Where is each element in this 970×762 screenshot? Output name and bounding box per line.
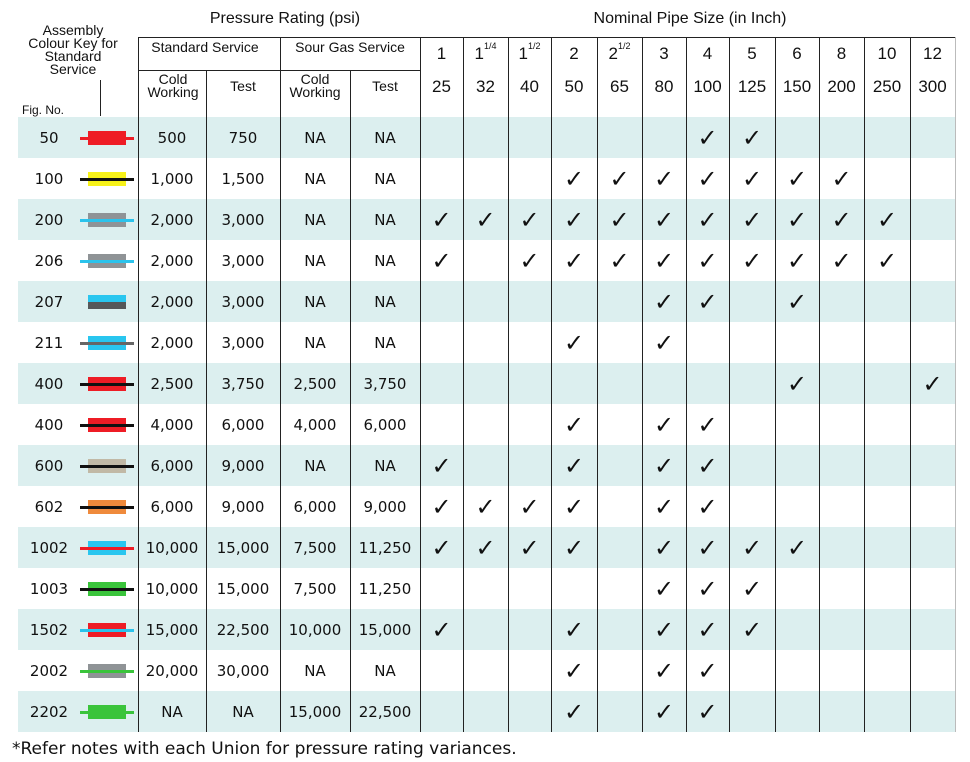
checkmark-icon: ✓ xyxy=(697,164,718,193)
std-test-value: 9,000 xyxy=(221,456,265,475)
checkmark-icon: ✓ xyxy=(475,492,496,521)
sour-test-value: 22,500 xyxy=(358,702,412,721)
table-row xyxy=(0,117,970,158)
sour-test-value: 3,750 xyxy=(363,374,407,393)
checkmark-icon: ✓ xyxy=(697,123,718,152)
sour-test-value: NA xyxy=(374,661,396,680)
colour-stripe xyxy=(80,547,134,550)
colour-stripe xyxy=(80,178,134,181)
colour-swatch xyxy=(88,623,126,637)
fig-number: 2002 xyxy=(29,661,69,680)
colour-swatch xyxy=(88,582,126,596)
sour-cold-working-value: 10,000 xyxy=(288,620,342,639)
sour-test-value: NA xyxy=(374,210,396,229)
colour-swatch xyxy=(88,254,126,268)
checkmark-icon: ✓ xyxy=(653,533,675,562)
std-cold-working-value: 500 xyxy=(157,128,187,147)
colour-swatch xyxy=(88,664,126,678)
checkmark-icon: ✓ xyxy=(653,164,675,193)
checkmark-icon: ✓ xyxy=(741,615,763,644)
checkmark-icon: ✓ xyxy=(653,328,675,357)
size-inch-label: 10 xyxy=(877,44,897,63)
checkmark-icon: ✓ xyxy=(431,246,452,275)
size-mm-label: 40 xyxy=(520,77,539,96)
table-row xyxy=(0,445,970,486)
table-row xyxy=(0,199,970,240)
std-test-value: 3,750 xyxy=(221,374,265,393)
colour-stripe xyxy=(80,588,134,591)
table-row xyxy=(0,486,970,527)
size-inch-label: $2^{1/2}$ xyxy=(608,41,631,63)
checkmark-icon: ✓ xyxy=(697,574,718,603)
checkmark-icon: ✓ xyxy=(786,287,808,316)
checkmark-icon: ✓ xyxy=(831,246,852,275)
checkmark-icon: ✓ xyxy=(697,656,718,685)
checkmark-icon: ✓ xyxy=(741,205,763,234)
std-cold-working-value: 2,000 xyxy=(150,210,194,229)
fig-number: 602 xyxy=(34,497,64,516)
size-inch-label: 6 xyxy=(792,44,802,63)
checkmark-icon: ✓ xyxy=(609,246,630,275)
sour-test-value: NA xyxy=(374,292,396,311)
checkmark-icon: ✓ xyxy=(519,205,540,234)
fig-number: 50 xyxy=(39,128,59,147)
size-mm-label: 125 xyxy=(737,77,767,96)
table-row xyxy=(0,650,970,691)
checkmark-icon: ✓ xyxy=(563,246,585,275)
table-row xyxy=(0,691,970,732)
checkmark-icon: ✓ xyxy=(741,246,763,275)
sour-cold-working-value: 15,000 xyxy=(288,702,342,721)
colour-swatch xyxy=(88,172,126,186)
size-inch-label: 12 xyxy=(923,44,942,63)
checkmark-icon: ✓ xyxy=(563,410,585,439)
sour-test-value: 15,000 xyxy=(358,620,412,639)
checkmark-icon: ✓ xyxy=(519,533,540,562)
std-test-value: 1,500 xyxy=(221,169,265,188)
colour-swatch xyxy=(88,541,126,555)
header-line-spacer xyxy=(420,70,955,71)
table-row xyxy=(0,527,970,568)
fig-number: 200 xyxy=(34,210,64,229)
checkmark-icon: ✓ xyxy=(431,615,452,644)
checkmark-icon: ✓ xyxy=(431,533,452,562)
sour-cold-working-value: 6,000 xyxy=(293,497,337,516)
std-cold-working-value: 2,000 xyxy=(150,292,194,311)
checkmark-icon: ✓ xyxy=(876,205,898,234)
size-mm-label: 80 xyxy=(654,77,674,96)
colour-swatch xyxy=(88,705,126,719)
checkmark-icon: ✓ xyxy=(697,287,718,316)
checkmark-icon: ✓ xyxy=(563,615,585,644)
std-test-value: 3,000 xyxy=(221,251,265,270)
checkmark-icon: ✓ xyxy=(653,615,675,644)
checkmark-icon: ✓ xyxy=(563,533,585,562)
std-cold-working-header: Cold Working xyxy=(147,71,199,100)
header-line-sub xyxy=(138,70,420,71)
sour-test-value: 11,250 xyxy=(358,538,412,557)
size-inch-label: 8 xyxy=(836,44,847,63)
checkmark-icon: ✓ xyxy=(563,164,585,193)
colour-stripe xyxy=(80,342,134,345)
fig-number: 207 xyxy=(34,292,64,311)
sour-cold-working-value: 2,500 xyxy=(293,374,337,393)
sour-cold-working-header: Cold Working xyxy=(289,71,341,100)
checkmark-icon: ✓ xyxy=(519,492,540,521)
size-mm-label: 32 xyxy=(476,77,495,96)
checkmark-icon: ✓ xyxy=(475,205,496,234)
checkmark-icon: ✓ xyxy=(653,697,675,726)
colour-stripe xyxy=(80,711,134,714)
colour-stripe xyxy=(80,506,134,509)
std-cold-working-value: 4,000 xyxy=(150,415,194,434)
sour-test-value: NA xyxy=(374,169,396,188)
checkmark-icon: ✓ xyxy=(831,164,852,193)
sour-cold-working-value: 7,500 xyxy=(293,579,337,598)
checkmark-icon: ✓ xyxy=(786,246,808,275)
fig-number: 400 xyxy=(34,415,64,434)
sour-cold-working-value: NA xyxy=(304,128,326,147)
checkmark-icon: ✓ xyxy=(519,246,540,275)
std-cold-working-value: 1,000 xyxy=(150,169,194,188)
table-row xyxy=(0,281,970,322)
checkmark-icon: ✓ xyxy=(697,615,718,644)
sour-test-value: 9,000 xyxy=(363,497,407,516)
std-test-value: 6,000 xyxy=(221,415,265,434)
checkmark-icon: ✓ xyxy=(697,410,718,439)
colour-stripe xyxy=(80,465,134,468)
std-test-header: Test xyxy=(230,78,256,94)
checkmark-icon: ✓ xyxy=(831,205,852,234)
sour-cold-working-value: NA xyxy=(304,661,326,680)
fig-no-header: Fig. No. xyxy=(22,103,65,117)
checkmark-icon: ✓ xyxy=(697,205,718,234)
checkmark-icon: ✓ xyxy=(741,123,763,152)
sour-cold-working-value: NA xyxy=(304,169,326,188)
std-cold-working-value: 20,000 xyxy=(145,661,199,680)
colour-stripe xyxy=(80,260,134,263)
checkmark-icon: ✓ xyxy=(653,492,675,521)
sour-test-value: 6,000 xyxy=(363,415,407,434)
checkmark-icon: ✓ xyxy=(697,533,718,562)
size-mm-label: 200 xyxy=(827,77,856,96)
colour-stripe xyxy=(80,670,134,673)
sour-gas-service-header: Sour Gas Service xyxy=(295,39,405,55)
sour-cold-working-value: NA xyxy=(304,292,326,311)
checkmark-icon: ✓ xyxy=(922,369,943,398)
fig-number: 100 xyxy=(34,169,64,188)
checkmark-icon: ✓ xyxy=(431,492,452,521)
colour-swatch xyxy=(88,459,126,473)
checkmark-icon: ✓ xyxy=(563,656,585,685)
std-test-value: NA xyxy=(232,702,254,721)
sour-cold-working-value: NA xyxy=(304,251,326,270)
colour-swatch xyxy=(88,131,126,145)
checkmark-icon: ✓ xyxy=(609,205,630,234)
std-cold-working-value: 6,000 xyxy=(150,456,194,475)
checkmark-icon: ✓ xyxy=(741,164,763,193)
colour-stripe xyxy=(80,137,134,140)
checkmark-icon: ✓ xyxy=(563,697,585,726)
std-test-value: 3,000 xyxy=(221,210,265,229)
checkmark-icon: ✓ xyxy=(653,451,675,480)
colour-stripe xyxy=(80,383,134,386)
size-inch-label: 1 xyxy=(436,44,447,63)
std-cold-working-value: 2,000 xyxy=(150,333,194,352)
checkmark-icon: ✓ xyxy=(741,574,763,603)
colour-key-header: Assembly Colour Key for Standard Service xyxy=(28,22,118,77)
table-row xyxy=(0,609,970,650)
sour-cold-working-value: NA xyxy=(304,333,326,352)
sour-test-value: NA xyxy=(374,128,396,147)
colour-swatch xyxy=(88,295,126,309)
std-test-value: 750 xyxy=(228,128,258,147)
std-test-value: 22,500 xyxy=(216,620,270,639)
checkmark-icon: ✓ xyxy=(653,246,675,275)
std-test-value: 15,000 xyxy=(216,579,270,598)
colour-stripe xyxy=(80,629,134,632)
size-inch-label: $1^{1/2}$ xyxy=(518,41,541,63)
checkmark-icon: ✓ xyxy=(431,205,452,234)
table-row xyxy=(0,158,970,199)
std-cold-working-value: 10,000 xyxy=(145,579,199,598)
checkmark-icon: ✓ xyxy=(431,451,452,480)
size-mm-label: 300 xyxy=(918,77,947,96)
table-row xyxy=(0,363,970,404)
colour-swatch xyxy=(88,418,126,432)
std-cold-working-value: 2,500 xyxy=(150,374,194,393)
sour-cold-working-value: 7,500 xyxy=(293,538,337,557)
std-test-value: 9,000 xyxy=(221,497,265,516)
colour-swatch xyxy=(88,377,126,391)
checkmark-icon: ✓ xyxy=(563,451,585,480)
checkmark-icon: ✓ xyxy=(786,369,808,398)
standard-service-header: Standard Service xyxy=(151,39,259,55)
size-mm-label: 100 xyxy=(693,77,722,96)
fig-number: 600 xyxy=(34,456,64,475)
pressure-rating-header: Pressure Rating (psi) xyxy=(209,10,361,27)
checkmark-icon: ✓ xyxy=(786,205,808,234)
std-cold-working-value: 2,000 xyxy=(150,251,194,270)
size-mm-label: 250 xyxy=(872,77,902,96)
checkmark-icon: ✓ xyxy=(609,164,630,193)
size-inch-label: 3 xyxy=(659,44,669,63)
footnote: *Refer notes with each Union for pressure rating variances. xyxy=(12,739,517,759)
checkmark-icon: ✓ xyxy=(653,205,675,234)
checkmark-icon: ✓ xyxy=(653,287,675,316)
checkmark-icon: ✓ xyxy=(653,574,675,603)
sour-cold-working-value: 4,000 xyxy=(293,415,337,434)
size-mm-label: 150 xyxy=(782,77,812,96)
checkmark-icon: ✓ xyxy=(786,164,808,193)
std-test-value: 15,000 xyxy=(216,538,270,557)
checkmark-icon: ✓ xyxy=(563,492,585,521)
checkmark-icon: ✓ xyxy=(653,410,675,439)
std-cold-working-value: NA xyxy=(161,702,183,721)
colour-swatch xyxy=(88,213,126,227)
std-cold-working-value: 6,000 xyxy=(150,497,194,516)
colour-stripe xyxy=(80,424,134,427)
size-inch-label: $1^{1/4}$ xyxy=(474,41,497,63)
std-cold-working-value: 15,000 xyxy=(145,620,199,639)
fig-number: 1002 xyxy=(29,538,69,557)
std-test-value: 3,000 xyxy=(221,333,265,352)
table-row xyxy=(0,240,970,281)
fig-number: 400 xyxy=(34,374,64,393)
std-cold-working-value: 10,000 xyxy=(145,538,199,557)
sour-test-header: Test xyxy=(372,78,398,94)
sour-cold-working-value: NA xyxy=(304,210,326,229)
fig-number: 2202 xyxy=(29,702,69,721)
checkmark-icon: ✓ xyxy=(741,533,763,562)
colour-swatch xyxy=(88,500,126,514)
checkmark-icon: ✓ xyxy=(697,451,718,480)
checkmark-icon: ✓ xyxy=(475,533,496,562)
size-inch-label: 2 xyxy=(569,44,579,63)
table-row xyxy=(0,404,970,445)
checkmark-icon: ✓ xyxy=(697,697,718,726)
table-row xyxy=(0,322,970,363)
size-mm-label: 25 xyxy=(432,77,451,96)
size-inch-label: 4 xyxy=(702,44,713,63)
sour-cold-working-value: NA xyxy=(304,456,326,475)
fig-number: 1502 xyxy=(29,620,69,639)
colour-stripe xyxy=(80,219,134,222)
checkmark-icon: ✓ xyxy=(697,246,718,275)
checkmark-icon: ✓ xyxy=(563,205,585,234)
sour-test-value: 11,250 xyxy=(358,579,412,598)
size-mm-label: 65 xyxy=(610,77,629,96)
checkmark-icon: ✓ xyxy=(786,533,808,562)
nominal-size-header: Nominal Pipe Size (in Inch) xyxy=(593,10,787,27)
checkmark-icon: ✓ xyxy=(653,656,675,685)
header-line-top xyxy=(138,37,955,38)
table-row xyxy=(0,568,970,609)
fig-number: 206 xyxy=(34,251,64,270)
fig-number: 211 xyxy=(34,333,64,352)
fig-number: 1003 xyxy=(29,579,69,598)
sour-test-value: NA xyxy=(374,456,396,475)
checkmark-icon: ✓ xyxy=(563,328,585,357)
std-test-value: 3,000 xyxy=(221,292,265,311)
checkmark-icon: ✓ xyxy=(697,492,718,521)
size-inch-label: 5 xyxy=(747,44,757,63)
colour-swatch xyxy=(88,336,126,350)
std-test-value: 30,000 xyxy=(216,661,270,680)
colour-key-pointer xyxy=(100,80,101,116)
size-mm-label: 50 xyxy=(564,77,584,96)
sour-test-value: NA xyxy=(374,333,396,352)
checkmark-icon: ✓ xyxy=(876,246,898,275)
sour-test-value: NA xyxy=(374,251,396,270)
